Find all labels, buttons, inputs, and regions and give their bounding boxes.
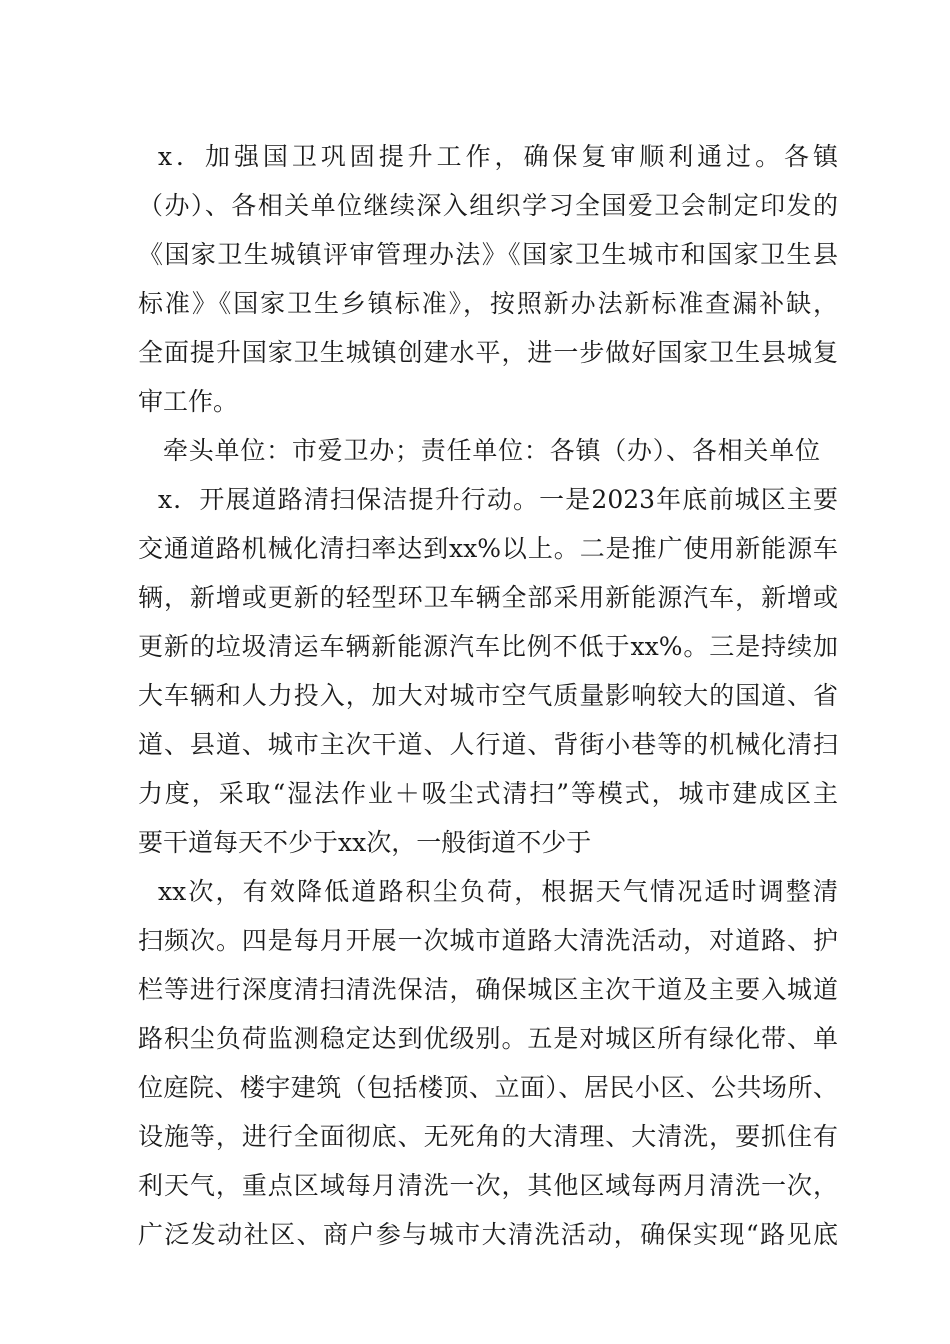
- paragraph-line: 道、县道、城市主次干道、人行道、背街小巷等的机械化清扫: [138, 730, 838, 759]
- paragraph-line: 广泛发动社区、商户参与城市大清洗活动，确保实现“路见底: [138, 1220, 838, 1249]
- paragraph-line: 利天气，重点区域每月清洗一次，其他区域每两月清洗一次，: [138, 1171, 838, 1200]
- paragraph-line: 位庭院、楼宇建筑（包括楼顶、立面）、居民小区、公共场所、: [138, 1073, 838, 1102]
- paragraph-line: 扫频次。四是每月开展一次城市道路大清洗活动，对道路、护: [138, 926, 838, 955]
- paragraph-line: 路积尘负荷监测稳定达到优级别。五是对城区所有绿化带、单: [138, 1024, 838, 1053]
- paragraph-line: 辆，新增或更新的轻型环卫车辆全部采用新能源汽车，新增或: [138, 583, 838, 612]
- paragraph-line: x．开展道路清扫保洁提升行动。一是2023年底前城区主要: [158, 485, 838, 514]
- paragraph-line: 栏等进行深度清扫清洗保洁，确保城区主次干道及主要入城道: [138, 975, 838, 1004]
- paragraph-line: 力度，采取“湿法作业＋吸尘式清扫”等模式，城市建成区主: [138, 779, 838, 808]
- paragraph-line: x．加强国卫巩固提升工作，确保复审顺利通过。各镇: [158, 142, 838, 171]
- paragraph-line: （办）、各相关单位继续深入组织学习全国爱卫会制定印发的: [138, 191, 838, 220]
- paragraph-line: 大车辆和人力投入，加大对城市空气质量影响较大的国道、省: [138, 681, 838, 710]
- responsibility-line: 牵头单位：市爱卫办；责任单位：各镇（办）、各相关单位: [163, 436, 820, 465]
- paragraph-line: 设施等，进行全面彻底、无死角的大清理、大清洗，要抓住有: [138, 1122, 838, 1151]
- paragraph-line: 交通道路机械化清扫率达到xx%以上。二是推广使用新能源车: [138, 534, 838, 563]
- paragraph-line: xx次，有效降低道路积尘负荷，根据天气情况适时调整清: [158, 877, 838, 906]
- paragraph-line: 《国家卫生城镇评审管理办法》《国家卫生城市和国家卫生县: [138, 240, 838, 269]
- paragraph-line: 全面提升国家卫生城镇创建水平，进一步做好国家卫生县城复: [138, 338, 838, 367]
- paragraph-line: 标准》《国家卫生乡镇标准》，按照新办法新标准查漏补缺，: [138, 289, 838, 318]
- paragraph-line: 更新的垃圾清运车辆新能源汽车比例不低于xx%。三是持续加: [138, 632, 838, 661]
- paragraph-line: 要干道每天不少于xx次，一般街道不少于: [138, 828, 592, 857]
- paragraph-line: 审工作。: [138, 387, 239, 416]
